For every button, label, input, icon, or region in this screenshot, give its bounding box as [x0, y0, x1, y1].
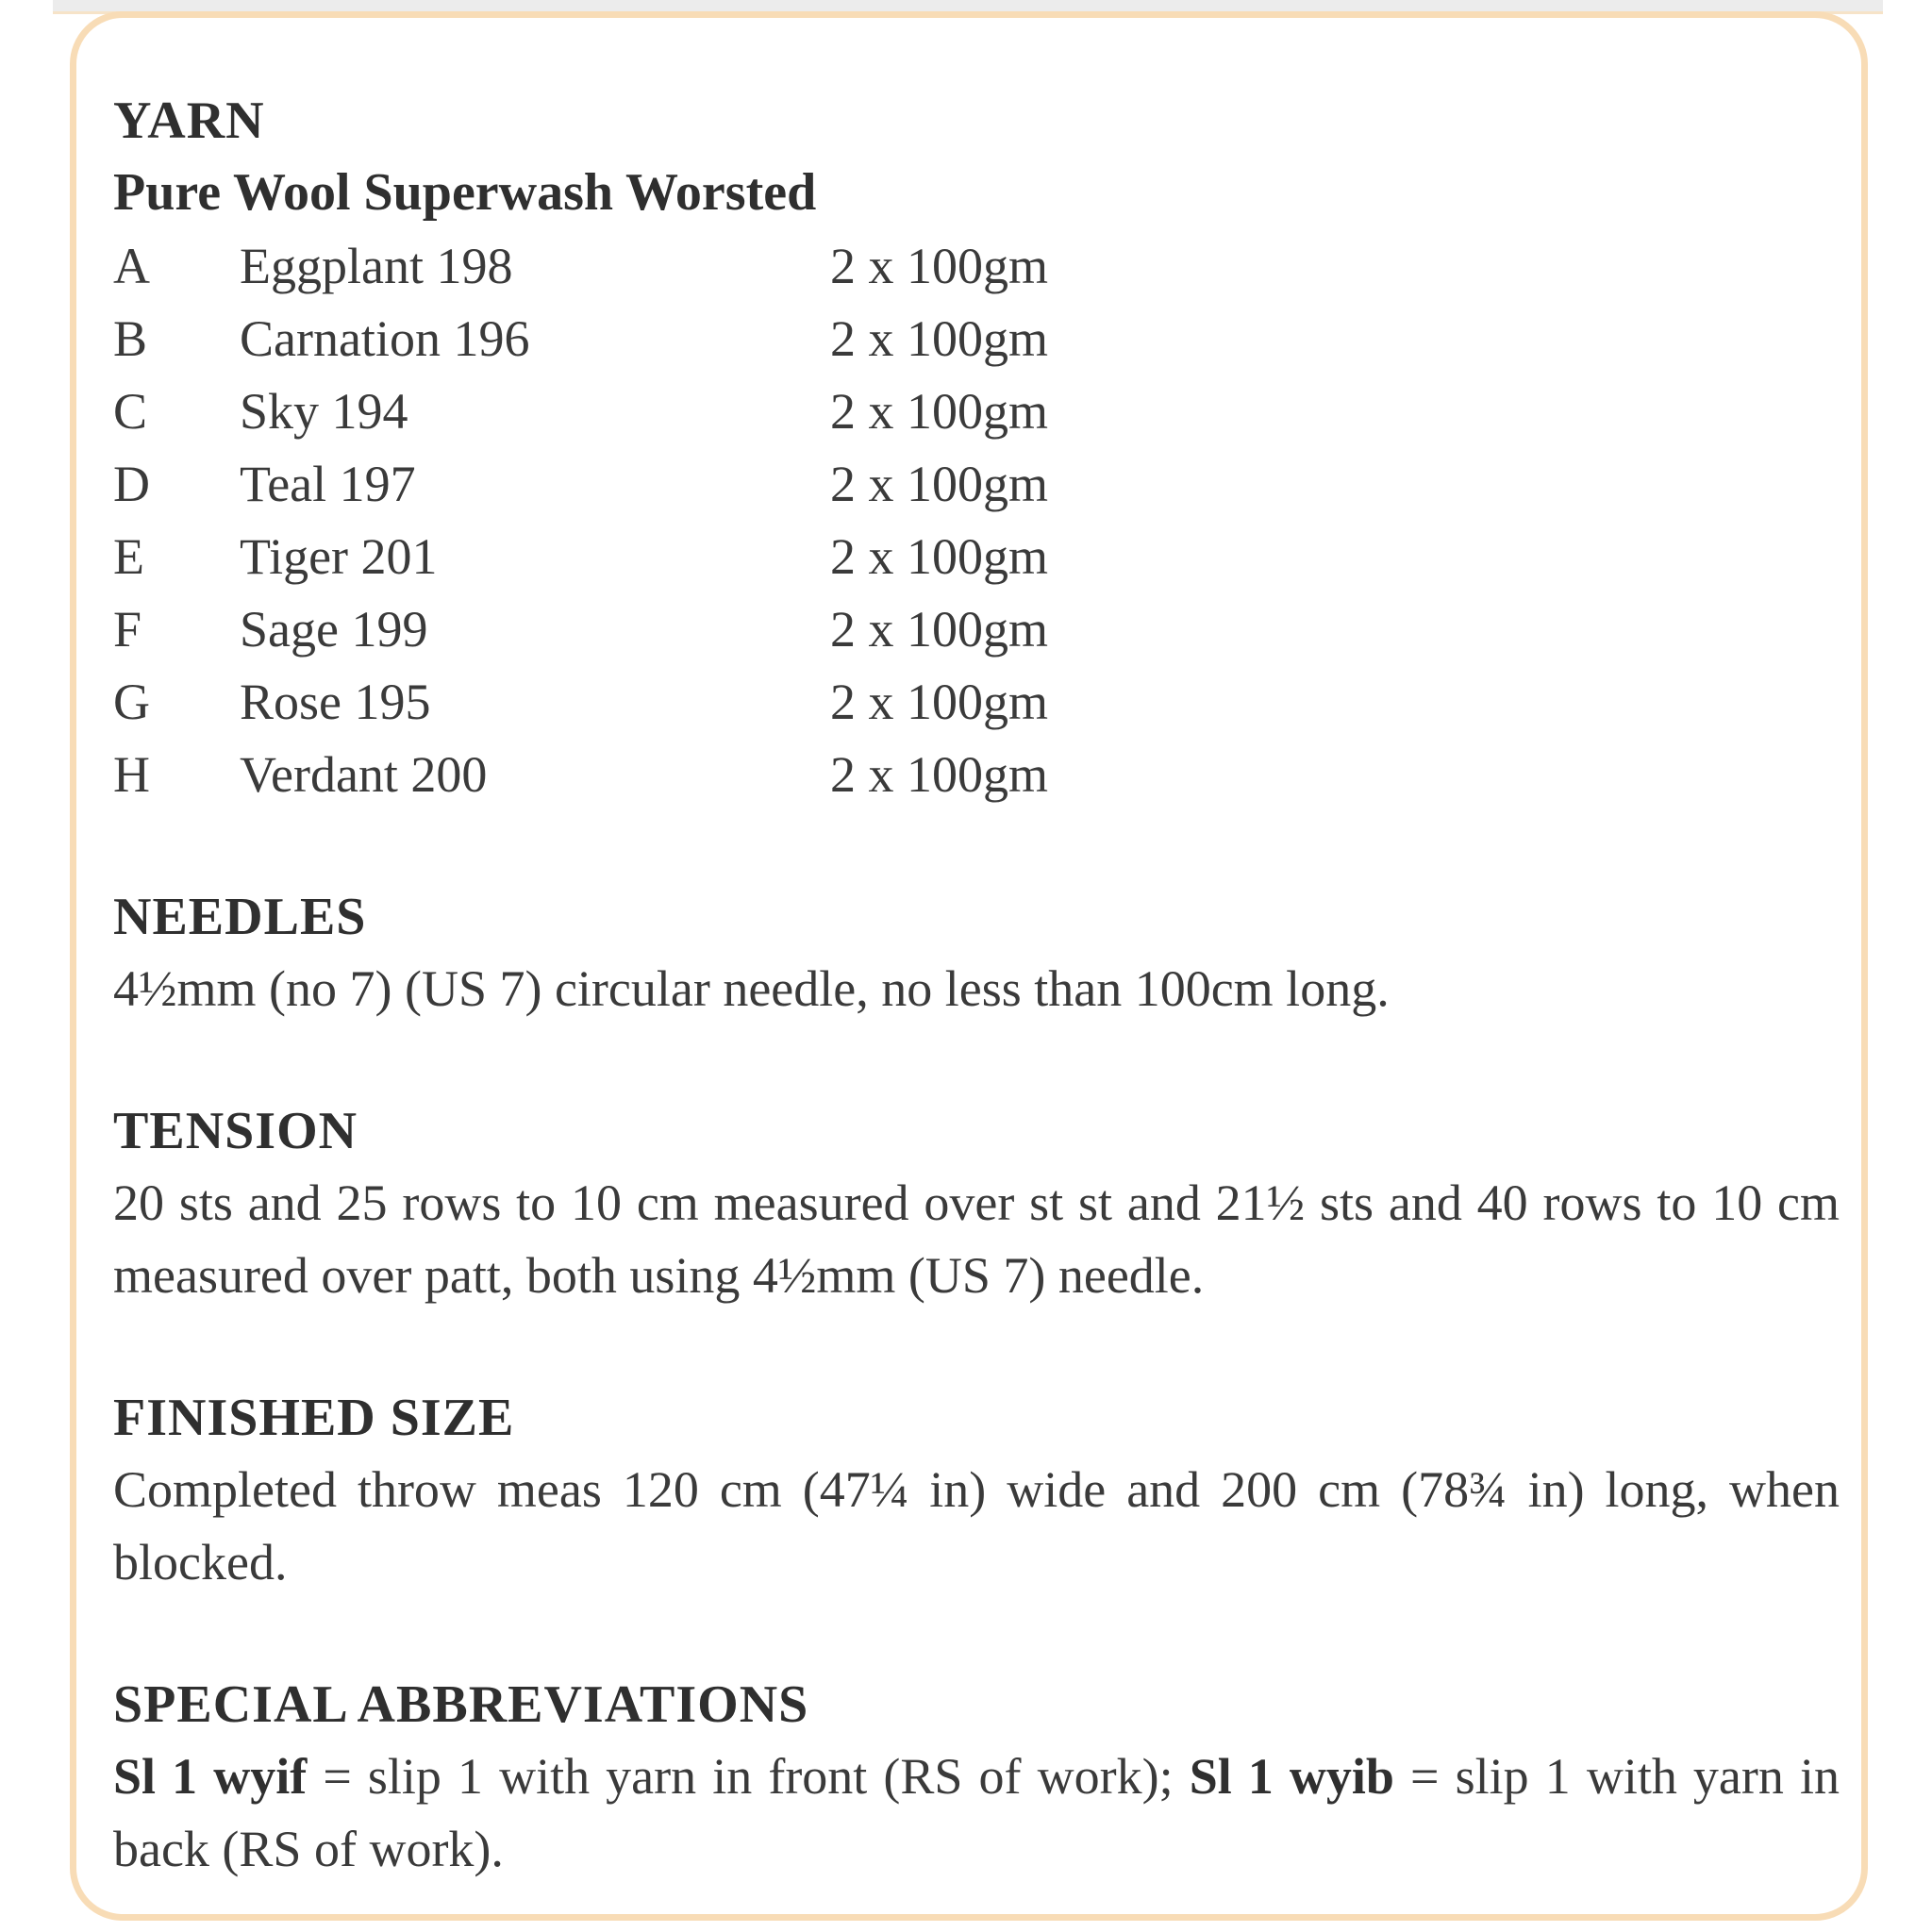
yarn-row — [113, 303, 1840, 375]
yarn-product: Pure Wool Superwash Worsted — [113, 163, 817, 222]
yarn-heading: YARN — [113, 92, 265, 150]
special-abbreviations-heading: SPECIAL ABBREVIATIONS — [113, 1675, 809, 1734]
tension-section — [113, 1095, 1840, 1312]
yarn-row — [113, 666, 1840, 739]
yarn-row — [113, 521, 1840, 593]
abbreviation-definition: = slip 1 with yarn in front (RS of work); — [307, 1748, 1190, 1805]
abbreviation-term: Sl 1 wyif — [113, 1748, 308, 1805]
yarn-row — [113, 448, 1840, 521]
yarn-color-name: Eggplant 198 — [240, 238, 513, 294]
yarn-code: F — [113, 601, 142, 658]
yarn-color-name: Carnation 196 — [240, 310, 530, 367]
finished-size-section — [113, 1382, 1840, 1599]
finished-size-text: Completed throw meas 120 cm (47¼ in) wide and 200 cm (78¾ in) long, when blocked. — [113, 1461, 1840, 1591]
yarn-quantity: 2 x 100gm — [830, 746, 1049, 803]
yarn-row — [113, 593, 1840, 666]
yarn-row — [113, 230, 1840, 303]
yarn-code: G — [113, 674, 150, 730]
yarn-color-name: Sage 199 — [240, 601, 428, 658]
yarn-color-name: Verdant 200 — [240, 746, 488, 803]
yarn-quantity: 2 x 100gm — [830, 310, 1049, 367]
finished-size-heading: FINISHED SIZE — [113, 1389, 515, 1447]
yarn-section — [113, 85, 1840, 811]
yarn-quantity: 2 x 100gm — [830, 528, 1049, 585]
special-abbreviations-text — [113, 1740, 1840, 1886]
needles-text: 4½mm (no 7) (US 7) circular needle, no less than 100cm long. — [113, 960, 1390, 1017]
yarn-color-name: Teal 197 — [240, 456, 416, 512]
yarn-code: H — [113, 746, 150, 803]
yarn-quantity: 2 x 100gm — [830, 674, 1049, 730]
yarn-code: E — [113, 528, 144, 585]
yarn-code: D — [113, 456, 150, 512]
pattern-info-content — [113, 85, 1840, 1886]
yarn-code: A — [113, 238, 150, 294]
special-abbreviations-section — [113, 1669, 1840, 1886]
yarn-code: C — [113, 383, 148, 440]
yarn-quantity: 2 x 100gm — [830, 456, 1049, 512]
needles-section — [113, 881, 1840, 1025]
yarn-row — [113, 375, 1840, 448]
tension-text: 20 sts and 25 rows to 10 cm measured over st st and 21½ sts and 40 rows to 10 cm measured over patt, both using 4½mm (US 7) needle. — [113, 1174, 1840, 1304]
yarn-code: B — [113, 310, 148, 367]
yarn-color-name: Tiger 201 — [240, 528, 438, 585]
yarn-color-name: Sky 194 — [240, 383, 408, 440]
yarn-color-table — [113, 230, 1840, 811]
yarn-quantity: 2 x 100gm — [830, 238, 1049, 294]
tension-heading: TENSION — [113, 1102, 358, 1160]
yarn-color-name: Rose 195 — [240, 674, 431, 730]
yarn-row — [113, 739, 1840, 811]
needles-heading: NEEDLES — [113, 888, 367, 946]
abbreviation-term: Sl 1 wyib — [1189, 1748, 1394, 1805]
abbreviation-definition: = slip 1 with yarn in back (RS of work). — [113, 1748, 1840, 1877]
yarn-quantity: 2 x 100gm — [830, 383, 1049, 440]
yarn-quantity: 2 x 100gm — [830, 601, 1049, 658]
